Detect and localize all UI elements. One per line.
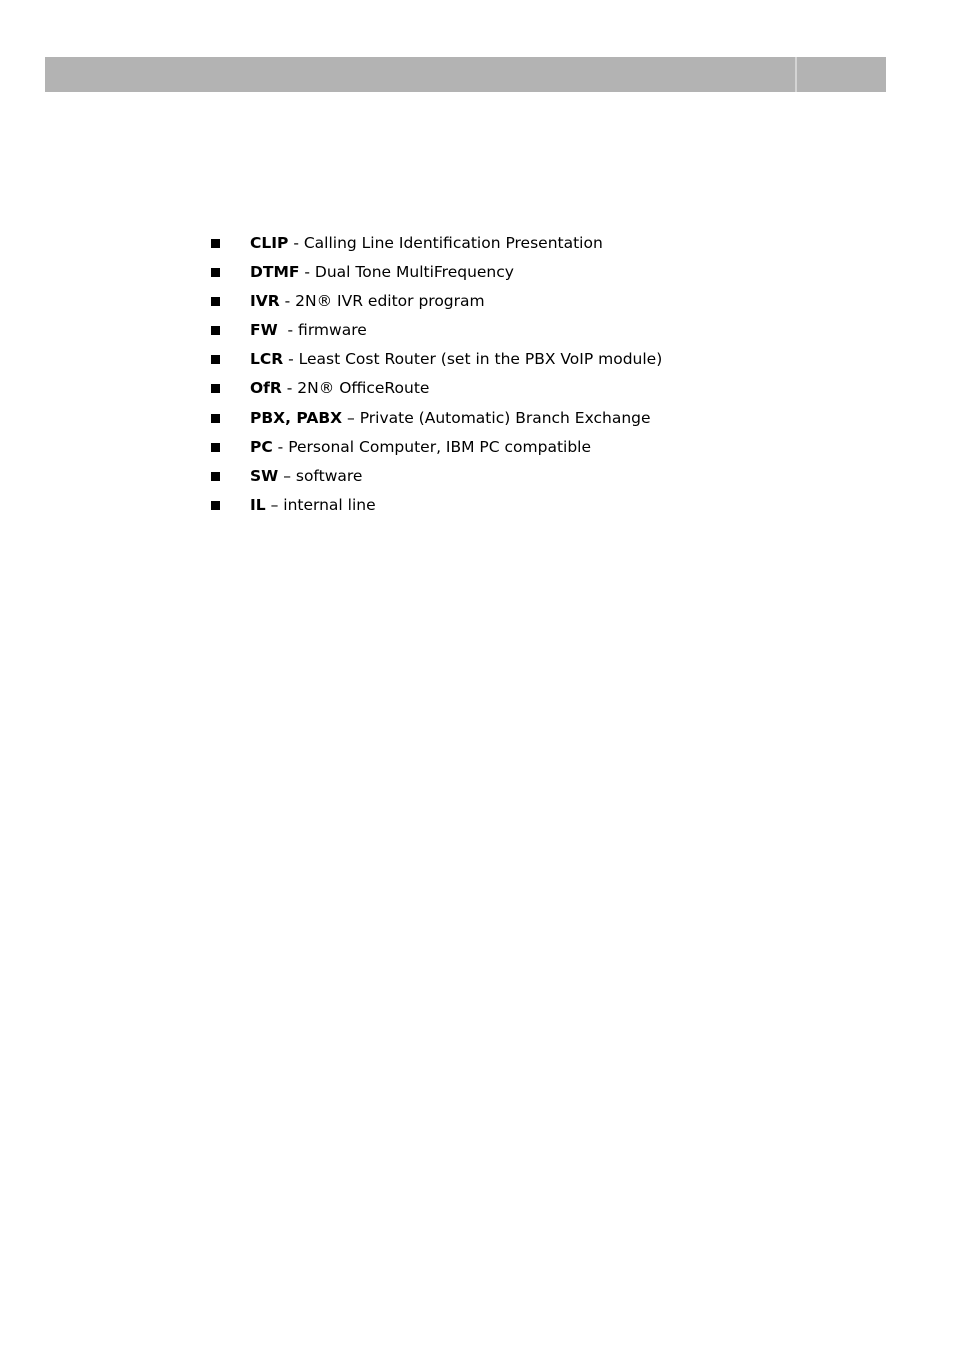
abbreviation-definition: – Private (Automatic) Branch Exchange <box>342 408 651 427</box>
abbreviation-term: PBX, PABX <box>250 408 343 427</box>
abbreviation-definition: - Calling Line Identification Presentation <box>288 234 603 252</box>
abbreviation-term: PC <box>250 437 273 456</box>
square-bullet-icon <box>211 326 220 335</box>
square-bullet-icon <box>211 501 220 510</box>
abbreviation-term: CLIP <box>250 234 289 252</box>
abbreviation-definition: – internal line <box>265 495 376 514</box>
square-bullet-icon <box>211 384 220 393</box>
abbreviation-term: OfR <box>250 379 282 398</box>
abbreviation-term: SW <box>250 466 279 485</box>
square-bullet-icon <box>211 414 220 423</box>
header-divider <box>795 57 797 92</box>
abbreviation-definition: - 2N® OfficeRoute <box>281 379 430 398</box>
abbreviation-term: IVR <box>250 292 280 311</box>
abbreviation-definition: - Personal Computer, IBM PC compatible <box>272 437 592 456</box>
abbreviation-definition: - firmware <box>277 321 367 340</box>
square-bullet-icon <box>211 297 220 306</box>
abbreviation-definition: – software <box>278 466 363 485</box>
abbreviation-definition: - Dual Tone MultiFrequency <box>299 263 514 282</box>
abbreviation-term: IL <box>250 495 266 514</box>
square-bullet-icon <box>211 239 220 248</box>
abbreviation-term: LCR <box>250 350 284 369</box>
abbreviation-term: FW <box>250 321 278 340</box>
square-bullet-icon <box>211 472 220 481</box>
abbreviation-definition: - 2N® IVR editor program <box>279 292 485 311</box>
abbreviation-definition: - Least Cost Router (set in the PBX VoIP module) <box>283 350 663 369</box>
square-bullet-icon <box>211 355 220 364</box>
square-bullet-icon <box>211 268 220 277</box>
page-header-bar <box>45 57 886 92</box>
abbreviation-term: DTMF <box>250 263 300 282</box>
square-bullet-icon <box>211 443 220 452</box>
